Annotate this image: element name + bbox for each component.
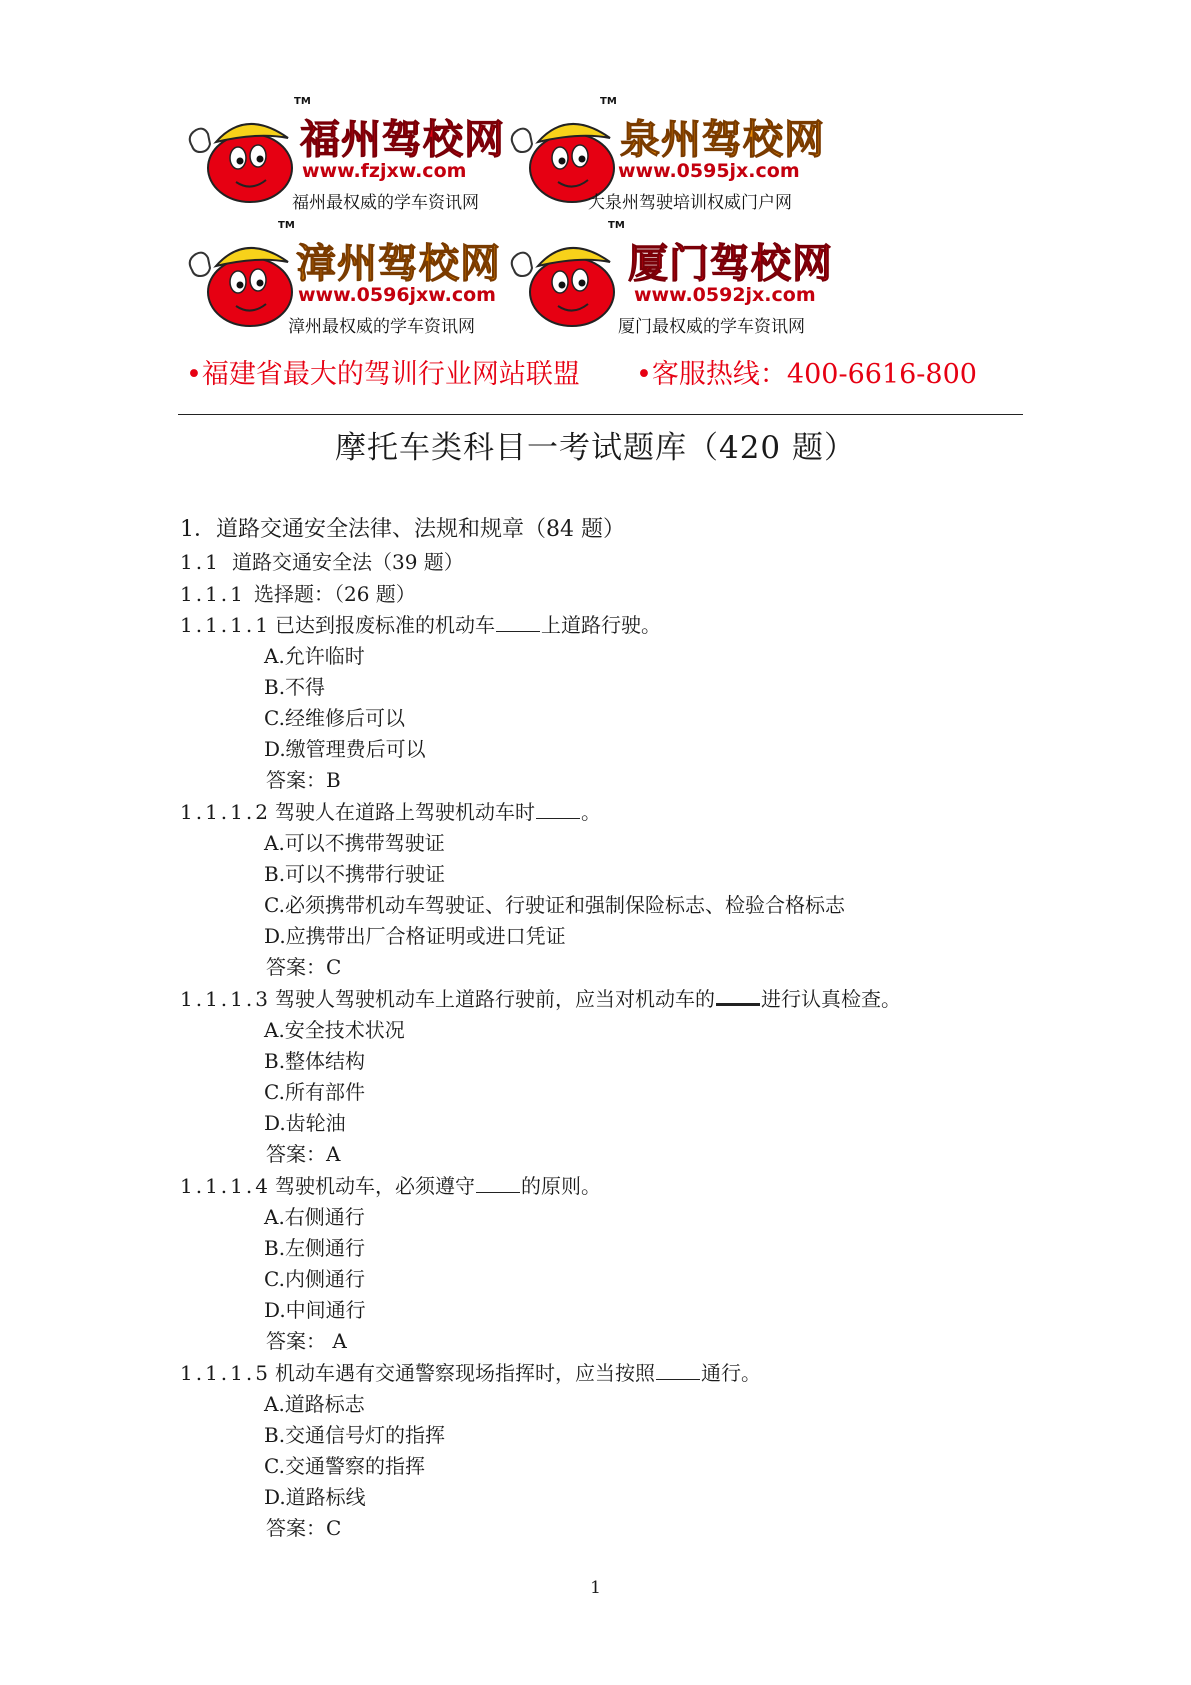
logo-zhangzhou: [178, 220, 501, 338]
answer-key: 答案：B: [266, 768, 341, 792]
trademark-label: TM: [294, 96, 311, 107]
answer-option: A.允许临时: [264, 644, 365, 668]
answer-option: D.道路标线: [264, 1485, 366, 1509]
document-title: 摩托车类科目一考试题库（420 题）: [334, 430, 857, 466]
trademark-label: TM: [278, 220, 295, 231]
answer-blank: [536, 800, 580, 819]
logo-fuzhou: [178, 96, 505, 214]
subsubsection-title: 选择题：（26 题）: [254, 582, 416, 606]
answer-key: 答案：C: [266, 955, 342, 979]
answer-blank: [476, 1174, 520, 1193]
logo-url: www.0592jx.com: [634, 284, 816, 306]
answer-option: D.应携带出厂合格证明或进口凭证: [264, 924, 566, 948]
question-text: 驾驶机动车，必须遵守: [275, 1174, 475, 1198]
logo-tagline: 漳州最权威的学车资讯网: [288, 317, 475, 337]
logo-url: www.0595jx.com: [618, 160, 800, 182]
subsubsection-heading: [180, 578, 416, 607]
answer-option: B.不得: [264, 675, 326, 699]
logo-name: 漳州驾校网: [296, 241, 501, 287]
answer-option: A.右侧通行: [264, 1205, 365, 1229]
question-text-end: 上道路行驶。: [541, 613, 661, 637]
answer-option: C.必须携带机动车驾驶证、行驶证和强制保险标志、检验合格标志: [264, 893, 845, 917]
question-stem: [180, 796, 601, 825]
trademark-label: TM: [608, 220, 625, 231]
question-stem: [180, 1357, 761, 1386]
page-number: 1: [590, 1578, 601, 1598]
question-text: 驾驶人驾驶机动车上道路行驶前，应当对机动车的: [275, 987, 715, 1011]
mascot-car-icon: [508, 230, 623, 330]
answer-option: D.中间通行: [264, 1298, 366, 1322]
answer-option: C.所有部件: [264, 1080, 365, 1104]
question-number: 1.1.1.1: [180, 613, 271, 637]
subsection-title: 道路交通安全法（39 题）: [232, 550, 464, 574]
question-number: 1.1.1.3: [180, 987, 271, 1011]
question-text-end: 进行认真检查。: [761, 987, 901, 1011]
question-text-end: 的原则。: [521, 1174, 601, 1198]
logo-xiamen: [500, 220, 833, 338]
answer-blank: [656, 1361, 700, 1380]
slogan-hotline: •客服热线：400-6616-800: [636, 359, 977, 390]
logo-tagline: 大泉州驾驶培训权威门户网: [588, 193, 792, 213]
question-stem: [180, 609, 661, 638]
question-stem: [180, 983, 901, 1012]
answer-key: 答案：A: [266, 1142, 341, 1166]
logo-url: www.0596jxw.com: [298, 284, 496, 306]
subsubsection-number: 1.1.1: [180, 582, 246, 606]
question-text-end: 。: [581, 800, 601, 824]
question-number: 1.1.1.5: [180, 1361, 271, 1385]
answer-key: 答案： A: [266, 1329, 347, 1353]
trademark-label: TM: [600, 96, 617, 107]
answer-option: C.内侧通行: [264, 1267, 365, 1291]
logo-url: www.fzjxw.com: [302, 160, 467, 182]
answer-option: C.交通警察的指挥: [264, 1454, 425, 1478]
logo-name: 厦门驾校网: [628, 241, 833, 287]
answer-blank: [716, 985, 760, 1006]
subsection-heading: [180, 546, 464, 575]
question-number: 1.1.1.2: [180, 800, 271, 824]
answer-option: B.交通信号灯的指挥: [264, 1423, 446, 1447]
answer-option: B.左侧通行: [264, 1236, 366, 1260]
subsection-number: 1.1: [180, 550, 221, 574]
answer-option: B.可以不携带行驶证: [264, 862, 446, 886]
slogan-alliance: •福建省最大的驾训行业网站联盟: [186, 359, 580, 390]
answer-option: D.齿轮油: [264, 1111, 346, 1135]
mascot-car-icon: [186, 106, 301, 206]
answer-option: A.安全技术状况: [264, 1018, 405, 1042]
answer-option: A.可以不携带驾驶证: [264, 831, 445, 855]
logo-name: 泉州驾校网: [620, 117, 825, 163]
question-text: 已达到报废标准的机动车: [275, 613, 495, 637]
question-stem: [180, 1170, 601, 1199]
question-text: 机动车遇有交通警察现场指挥时，应当按照: [275, 1361, 655, 1385]
answer-option: D.缴管理费后可以: [264, 737, 426, 761]
question-text-end: 通行。: [701, 1361, 761, 1385]
logo-tagline: 厦门最权威的学车资讯网: [618, 317, 805, 337]
section-heading: 1．道路交通安全法律、法规和规章（84 题）: [180, 517, 625, 542]
question-text: 驾驶人在道路上驾驶机动车时: [275, 800, 535, 824]
logo-tagline: 福州最权威的学车资讯网: [292, 193, 479, 213]
answer-key: 答案：C: [266, 1516, 342, 1540]
question-number: 1.1.1.4: [180, 1174, 271, 1198]
logo-name: 福州驾校网: [300, 117, 505, 163]
header-divider: [178, 414, 1023, 415]
logo-quanzhou: [500, 96, 825, 214]
answer-blank: [496, 613, 540, 632]
answer-option: A.道路标志: [264, 1392, 365, 1416]
answer-option: C.经维修后可以: [264, 706, 405, 730]
answer-option: B.整体结构: [264, 1049, 366, 1073]
mascot-car-icon: [186, 230, 301, 330]
